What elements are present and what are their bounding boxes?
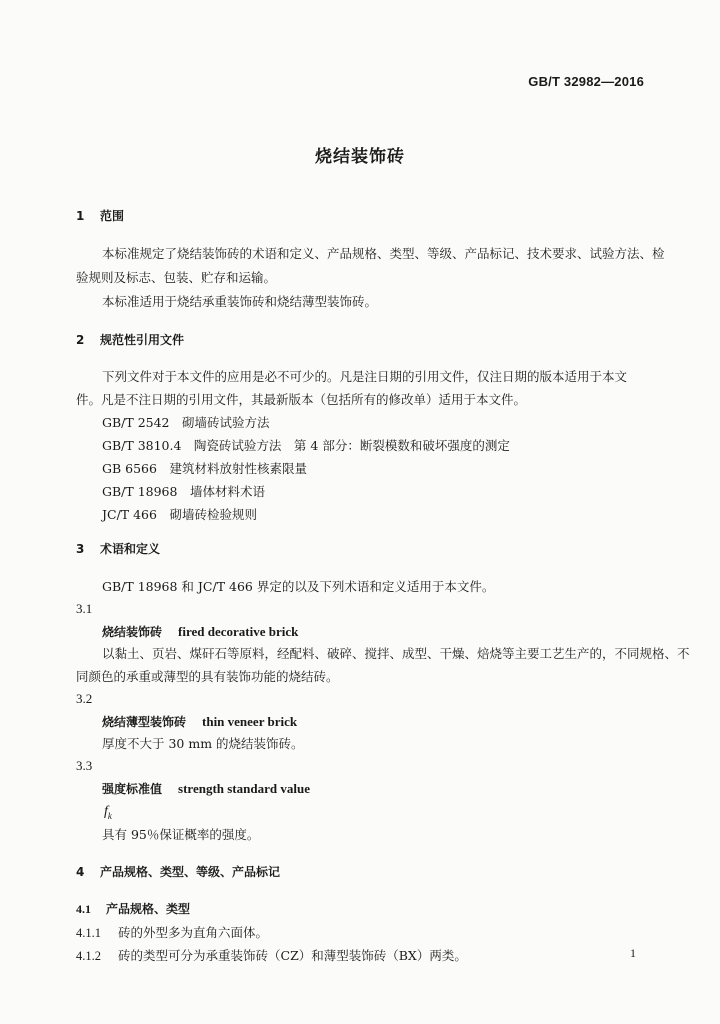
page-number: 1: [630, 946, 636, 960]
standard-code: GB/T 32982—2016: [528, 74, 644, 89]
section-3-heading: [76, 540, 160, 558]
clause-text: 砖的类型可分为承重装饰砖（CZ）和薄型装饰砖（BX）两类。: [118, 948, 467, 963]
clause-text: 砖的外型多为直角六面体。: [118, 925, 269, 940]
subsection-title: 产品规格、类型: [106, 902, 191, 916]
subsection-4-1-heading: [76, 900, 190, 918]
section-title: 产品规格、类型、等级、产品标记: [100, 865, 281, 879]
term-number: 3.2: [76, 691, 93, 706]
section-title: 范围: [100, 209, 125, 223]
paragraph-line: 件。凡是不注日期的引用文件，其最新版本（包括所有的修改单）适用于本文件。: [76, 392, 527, 407]
clause-number: 4.1.2: [76, 949, 101, 963]
reference-item: GB/T 18968 墙体材料术语: [102, 484, 265, 499]
term-cn: 烧结装饰砖: [102, 625, 163, 639]
definition-line: 具有 95％保证概率的强度。: [102, 827, 260, 842]
symbol-subscript: k: [107, 810, 112, 821]
clause-4-1-1: [76, 924, 268, 942]
term-number: 3.3: [76, 758, 93, 773]
term-cn: 烧结薄型装饰砖: [102, 715, 187, 729]
section-title: 规范性引用文件: [100, 333, 185, 347]
section-number: 1: [76, 209, 85, 223]
section-number: 3: [76, 542, 85, 556]
term-en: thin veneer brick: [202, 714, 298, 729]
definition-line: 同颜色的承重或薄型的具有装饰功能的烧结砖。: [76, 669, 339, 684]
definition-line: 厚度不大于 30 mm 的烧结装饰砖。: [102, 736, 304, 751]
symbol-base: f: [104, 804, 108, 819]
reference-item: GB 6566 建筑材料放射性核素限量: [102, 461, 307, 476]
section-title: 术语和定义: [100, 542, 161, 556]
section-1-heading: [76, 207, 124, 225]
paragraph-line: GB/T 18968 和 JC/T 466 界定的以及下列术语和定义适用于本文件。: [102, 579, 495, 594]
paragraph-line: 本标准规定了烧结装饰砖的术语和定义、产品规格、类型、等级、产品标记、技术要求、试验方法、检: [102, 246, 665, 261]
term-en: fired decorative brick: [178, 624, 299, 639]
definition-line: 以黏土、页岩、煤矸石等原料，经配料、破碎、搅拌、成型、干燥、焙烧等主要工艺生产的，不同规格、不: [102, 646, 690, 661]
subsection-number: 4.1: [76, 902, 91, 916]
document-title: 烧结装饰砖: [315, 147, 405, 167]
paragraph-line: 下列文件对于本文件的应用是必不可少的。凡是注日期的引用文件，仅注日期的版本适用于本文: [102, 369, 628, 384]
section-number: 2: [76, 333, 85, 347]
reference-item: GB/T 2542 砌墙砖试验方法: [102, 415, 270, 430]
paragraph-line: 本标准适用于烧结承重装饰砖和烧结薄型装饰砖。: [102, 294, 378, 309]
clause-number: 4.1.1: [76, 926, 101, 940]
section-4-heading: [76, 863, 280, 881]
term-symbol: [104, 803, 112, 825]
section-2-heading: [76, 331, 184, 349]
paragraph-line: 验规则及标志、包装、贮存和运输。: [76, 270, 277, 285]
term-cn: 强度标准值: [102, 782, 163, 796]
clause-4-1-2: [76, 947, 467, 965]
term-en: strength standard value: [178, 781, 310, 796]
reference-item: GB/T 3810.4 陶瓷砖试验方法 第 4 部分：断裂模数和破坏强度的测定: [102, 438, 510, 453]
term-heading: [102, 780, 310, 798]
term-number: 3.1: [76, 601, 93, 616]
term-heading: [102, 623, 298, 641]
term-heading: [102, 713, 297, 731]
reference-item: JC/T 466 砌墙砖检验规则: [102, 507, 257, 522]
section-number: 4: [76, 865, 85, 879]
